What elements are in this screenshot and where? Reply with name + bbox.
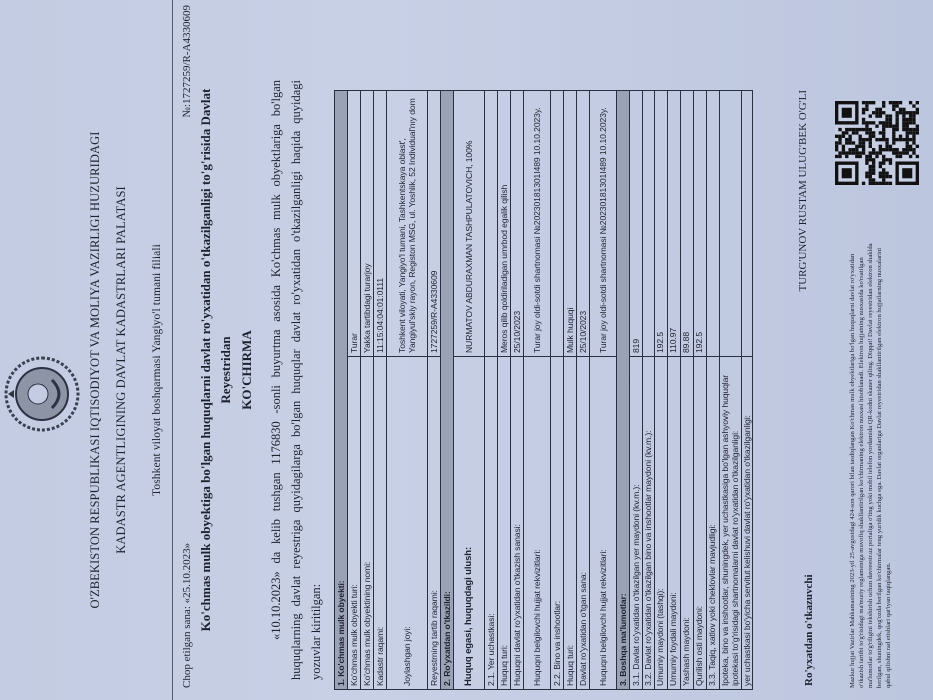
registrar-name: TURG'UNOV RUSTAM ULUG'BEK O'G'LI (797, 90, 809, 292)
row-value: 25/10/2023 (511, 91, 524, 357)
document-title: Ko'chmas mulk obyektiga bo'lgan huquqlarni davlat ro'yxatidan o'tkazilganligi to'g'risida Davlat (198, 88, 213, 632)
print-date: Chop etilgan sana: «25.10.2023» (181, 542, 193, 688)
table-row (590, 91, 617, 690)
row-label: 2.2. Bino va inshootlar: (551, 357, 564, 690)
row-label: Huquqni davlat ro'yxatidan o'tkazish sanasi: (511, 357, 524, 690)
registrar-label: Ro'yxatdan o'tkazuvchi (803, 574, 815, 686)
table-row (551, 91, 564, 690)
row-value: 11:15:04:04:01:0111 (374, 91, 387, 357)
row-label: Huquqni belgilovchi hujjat rekvizitlari: (590, 357, 617, 690)
table-row (485, 91, 498, 690)
table-row (524, 91, 551, 690)
row-value: Mulk huquqi (564, 91, 577, 357)
table-row (719, 91, 741, 690)
row-value: Turar joy oldi-sotdi shartnomasi №20230181301I489 10.10.2023y. (590, 91, 617, 357)
row-value: NURMATOV ABDURAXMAN TASHPULATOVICH, 100% (454, 91, 485, 357)
row-label: 3.1. Davlat ro'yxatidan o'tkazilgan yer maydoni (kv.m.): (630, 357, 643, 690)
section-header-row (441, 91, 454, 690)
header-divider (172, 0, 173, 700)
row-value (741, 91, 753, 357)
chamber-name: KADASTR AGENTLIGINING DAVLAT KADASTRLARI PALATASI (114, 186, 128, 554)
table-row (630, 91, 643, 690)
row-value: 110.97 (667, 91, 680, 357)
intro-paragraph: «10.10.2023» da kelib tushgan 1176830 -sonli buyurtma asosida Ko'chmas mulk obyektlariga bo'lgan huquqlarning davlat reyestriga quyidagilarga bo'lgan huquqlar davlat ro'yxatidan o'tkazilganligi haqida quyidagi yozuvlar kiritilgan: (269, 80, 323, 680)
row-value: 819 (630, 91, 643, 357)
section-header-row (335, 91, 348, 690)
row-value: Turar (348, 91, 361, 357)
table-row (741, 91, 753, 690)
table-row (706, 91, 719, 690)
row-label: Qurilish osti maydoni: (693, 357, 706, 690)
table-row (667, 91, 680, 690)
row-value: Toshkent viloyati, Yangiyo'l tumani, Tashkentskaya oblast', Yangiyul'skiy rayon, Registon MSG, ul. Yoshlik, 52 Individual'nıy dom (387, 91, 428, 357)
table-row (454, 91, 485, 690)
row-label: Huquqni belgilovchi hujjat rekvizitlari: (524, 357, 551, 690)
table-row (428, 91, 441, 690)
row-label: Umumiy maydoni (tashqi): (654, 357, 667, 690)
table-row (361, 91, 374, 690)
row-value (485, 91, 498, 357)
row-label: 2.1. Yer uchastkasi: (485, 357, 498, 690)
section-title: 1. Ko'chmas mulk obyekti: (335, 91, 348, 690)
row-value (706, 91, 719, 357)
row-value (551, 91, 564, 357)
row-label: Joylashgan joyi: (387, 357, 428, 690)
row-value: 192.5 (654, 91, 667, 357)
table-row (387, 91, 428, 690)
row-value: 192.5 (693, 91, 706, 357)
row-label: Huquq turi: (564, 357, 577, 690)
section-title: 3. Boshqa ma'lumotlar: (617, 91, 630, 690)
registry-table (334, 90, 753, 690)
table-row (654, 91, 667, 690)
state-emblem-icon (2, 350, 82, 438)
table-row (643, 91, 655, 690)
section-title: 2. Ro'yxatdan o'tkazildi: (441, 91, 454, 690)
document-number: №:1727259/R-A4330609 (181, 5, 193, 118)
row-value: Meros qilib qoldiriladigan umrbod egalik qilish (498, 91, 511, 357)
table-row (374, 91, 387, 690)
row-value: Yakka tartibdagi turarjoy (361, 91, 374, 357)
row-value (719, 91, 741, 357)
document-title-line2: Reyestridan (218, 336, 233, 404)
row-value: 89.88 (680, 91, 693, 357)
row-label: Davlat ro'yxatidan o'tgan sana: (577, 357, 590, 690)
row-value: 25/10/2023 (577, 91, 590, 357)
row-value (643, 91, 655, 357)
table-row (564, 91, 577, 690)
row-label: 3.3. Taqiq, xatlov yoki cheklovlar mavjudligi: (706, 357, 719, 690)
table-row (680, 91, 693, 690)
row-label: Ipoteka, bino va inshootlar, shuningdek, yer uchastkasiga bo'lgan ashyoviy huquqlar ipotekasi to'g'risidagi shartnomalarni davlat ro'yxatidan o'tkazilganligi: (719, 357, 741, 690)
table-row (511, 91, 524, 690)
row-value: Turar joy oldi-sotdi shartnomasi №20230181301I489 10.10.2023y. (524, 91, 551, 357)
ministry-name: O'ZBEKISTON RESPUBLIKASI IQTISODIYOT VA MOLIYA VAZIRLIGI HUZURIDAGI (88, 131, 102, 609)
legal-note: Mazkur hujjat Vazirlar Mahkamasining 2023-yil 25-avgustdagi 424-son qarori bilan tasdiqlangan Ko'chmas mulk obyektlariga bo'lgan huquqlarni davlat ro'yxatidan o'tkazish tartibi to'g'risidagi ma'muriy reglamentga muvofiq shakllantirilgan ko'chirmaning elektron nusxasi hisoblanadi. Elektron hujjatning nusxasida ko'rsatilgan ma'lumotlar to'g'riligini tekshirish uchun davreestr.uz portaliga o'ting yoki mobil telefon yordamida QR-kodni skaner qiling. Diqqat! Davlat reyestridan elektron shaklda berilgan, shuningdek, qog'ozda berilgan ko'chirmalar teng yuridik kuchga ega. Davlat organlariga Davlat reyestridan shakllantirilgan elektron hujjatlarning nusxalarini qabul qilishni rad etishlari qat'iyan taqiqlangan. (849, 243, 892, 688)
row-label: Ko'chmas mulk obyekti turi: (348, 357, 361, 690)
row-label: Ko'chmas mulk obyektining nomi: (361, 357, 374, 690)
branch-name: Toshkent viloyat boshqarmasi Yangiyo'l tumani filiali (151, 244, 163, 496)
table-row (348, 91, 361, 690)
section-header-row (617, 91, 630, 690)
row-label: Kadastr raqami: (374, 357, 387, 690)
row-label: Umumiy foydali maydoni: (667, 357, 680, 690)
row-label: 3.2. Davlat ro'yxatidan o'tkazilgan bino va inshootlar maydoni (kv.m.): (643, 357, 655, 690)
table-row (498, 91, 511, 690)
row-label: yer uchastkasi bo'yicha servitut kelishuvi davlat ro'yxatidan o'tkazilganligi: (741, 357, 753, 690)
table-row (577, 91, 590, 690)
table-row (693, 91, 706, 690)
row-label: Yashash maydoni: (680, 357, 693, 690)
qr-code-icon[interactable] (835, 101, 919, 185)
row-label: Huquq egasi, huquqdagi ulush: (454, 357, 485, 690)
document-title-line3: KO'CHIRMA (239, 330, 254, 410)
row-label: Reyestrning tartib raqami: (428, 357, 441, 690)
row-value: 1727259/R-A4330609 (428, 91, 441, 357)
row-label: Huquq turi: (498, 357, 511, 690)
